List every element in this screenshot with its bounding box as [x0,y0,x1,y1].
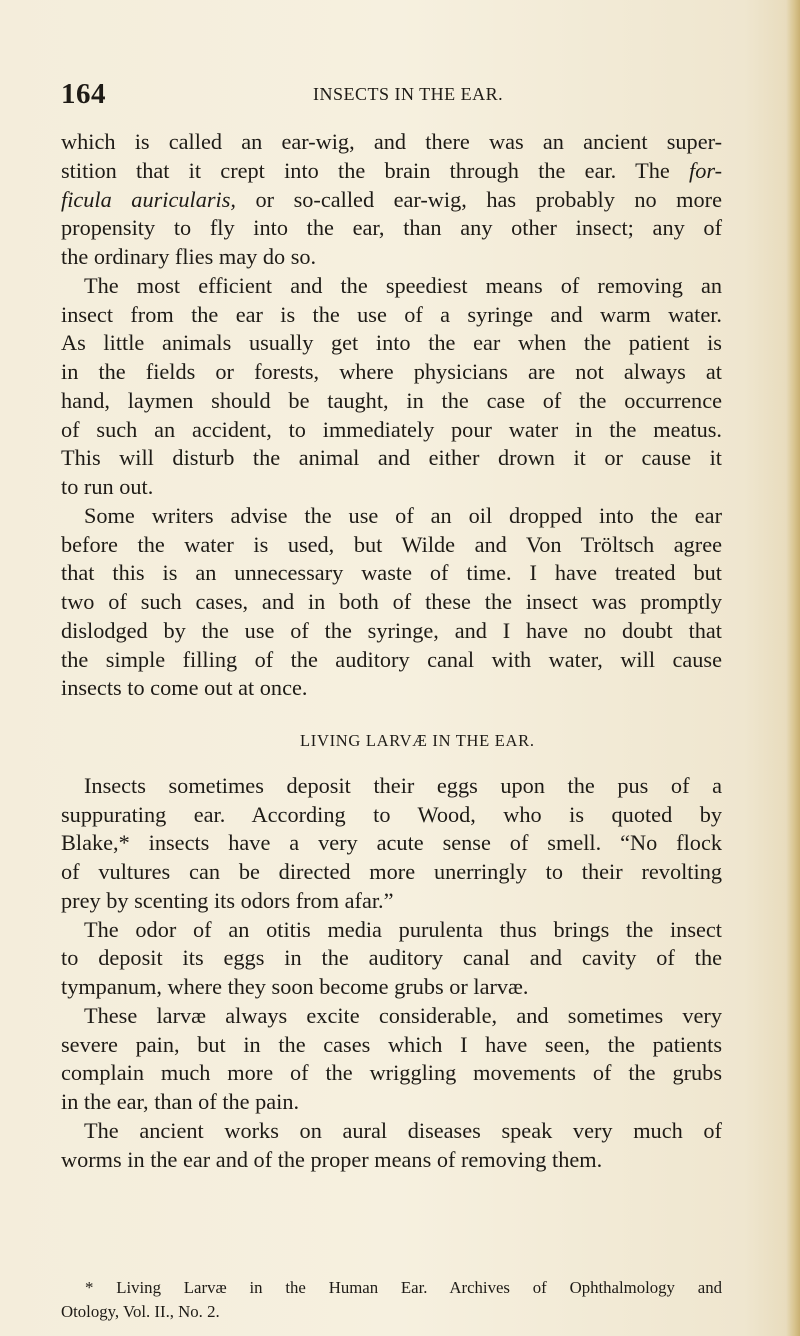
text-line: The ancient works on aural diseases speak very much of [84,1117,722,1143]
italic-term: ficula auricularis, [61,186,236,212]
text-line: which is called an ear-wig, and there was an ancient super- [61,129,722,154]
text-line: The odor of an otitis media purulenta thus brings the insect [84,916,722,942]
text-line: ficula auricularis, or so-called ear-wig, has probably no more [61,186,722,212]
text-line: two of such cases, and in both of these the insect was promptly [61,589,722,614]
text-line: suppurating ear. According to Wood, who is quoted by [61,801,722,827]
paragraph [61,272,722,502]
text-line: complain much more of the wriggling movements of the grubs [61,1060,722,1086]
body-text [61,128,722,1174]
text-line: the simple filling of the auditory canal with water, will cause [61,646,722,672]
text-line: in the ear, than of the pain. [61,1089,300,1114]
text-line: This will disturb the animal and either drown it or cause it [61,445,722,471]
page-header [61,78,721,112]
text-line: severe pain, but in the cases which I have seen, the patients [61,1031,722,1057]
footnote-line: Otology, Vol. II., No. 2. [61,1302,220,1321]
text-line: These larvæ always excite considerable, and sometimes very [84,1002,722,1028]
text-line: to deposit its eggs in the auditory canal and cavity of the [61,945,722,971]
footnote [61,1276,722,1324]
section-heading: LIVING LARVÆ IN THE EAR. [300,731,535,750]
text-line: the ordinary flies may do so. [61,244,317,269]
text-line: of vultures can be directed more unerringly to their revolting [61,859,722,884]
page-number: 164 [61,78,106,110]
text-line: The most efficient and the speediest means of removing an [84,272,722,298]
text-line: propensity to fly into the ear, than any other insect; any of [61,215,722,241]
paragraph [61,1002,722,1117]
paragraph [61,128,722,272]
footnote-line: * Living Larvæ in the Human Ear. Archives of Ophthalmology and [85,1278,722,1297]
paragraph [61,502,722,703]
text-line: insects to come out at once. [61,675,308,701]
text-line: that this is an unnecessary waste of time. I have treated but [61,560,722,586]
text-line: Some writers advise the use of an oil dropped into the ear [84,502,722,528]
italic-term: for- [689,157,722,183]
text-line: in the fields or forests, where physicians are not always at [61,359,722,384]
text-line: hand, laymen should be taught, in the case of the occurrence [61,387,722,413]
text-line: worms in the ear and of the proper means of removing them. [61,1146,603,1172]
paragraph [61,916,722,1002]
text-line: before the water is used, but Wilde and Von Tröltsch agree [61,531,722,557]
paragraph [61,1117,722,1175]
page-edge-shadow [786,0,800,1336]
text-line: to run out. [61,474,154,499]
text-line: prey by scenting its odors from afar.” [61,887,394,913]
text-line: Insects sometimes deposit their eggs upon the pus of a [84,772,722,798]
running-head: INSECTS IN THE EAR. [313,84,504,104]
text-line: Blake,* insects have a very acute sense of smell. “No flock [61,830,722,856]
text-line: insect from the ear is the use of a syringe and warm water. [61,301,722,327]
text-line: tympanum, where they soon become grubs or larvæ. [61,974,529,999]
text-line: of such an accident, to immediately pour water in the meatus. [61,416,722,442]
text-line: As little animals usually get into the ear when the patient is [61,330,722,356]
text-line: stition that it crept into the brain through the ear. The for- [61,157,722,183]
text-line: dislodged by the use of the syringe, and I have no doubt that [61,617,722,643]
paragraph [61,772,722,916]
